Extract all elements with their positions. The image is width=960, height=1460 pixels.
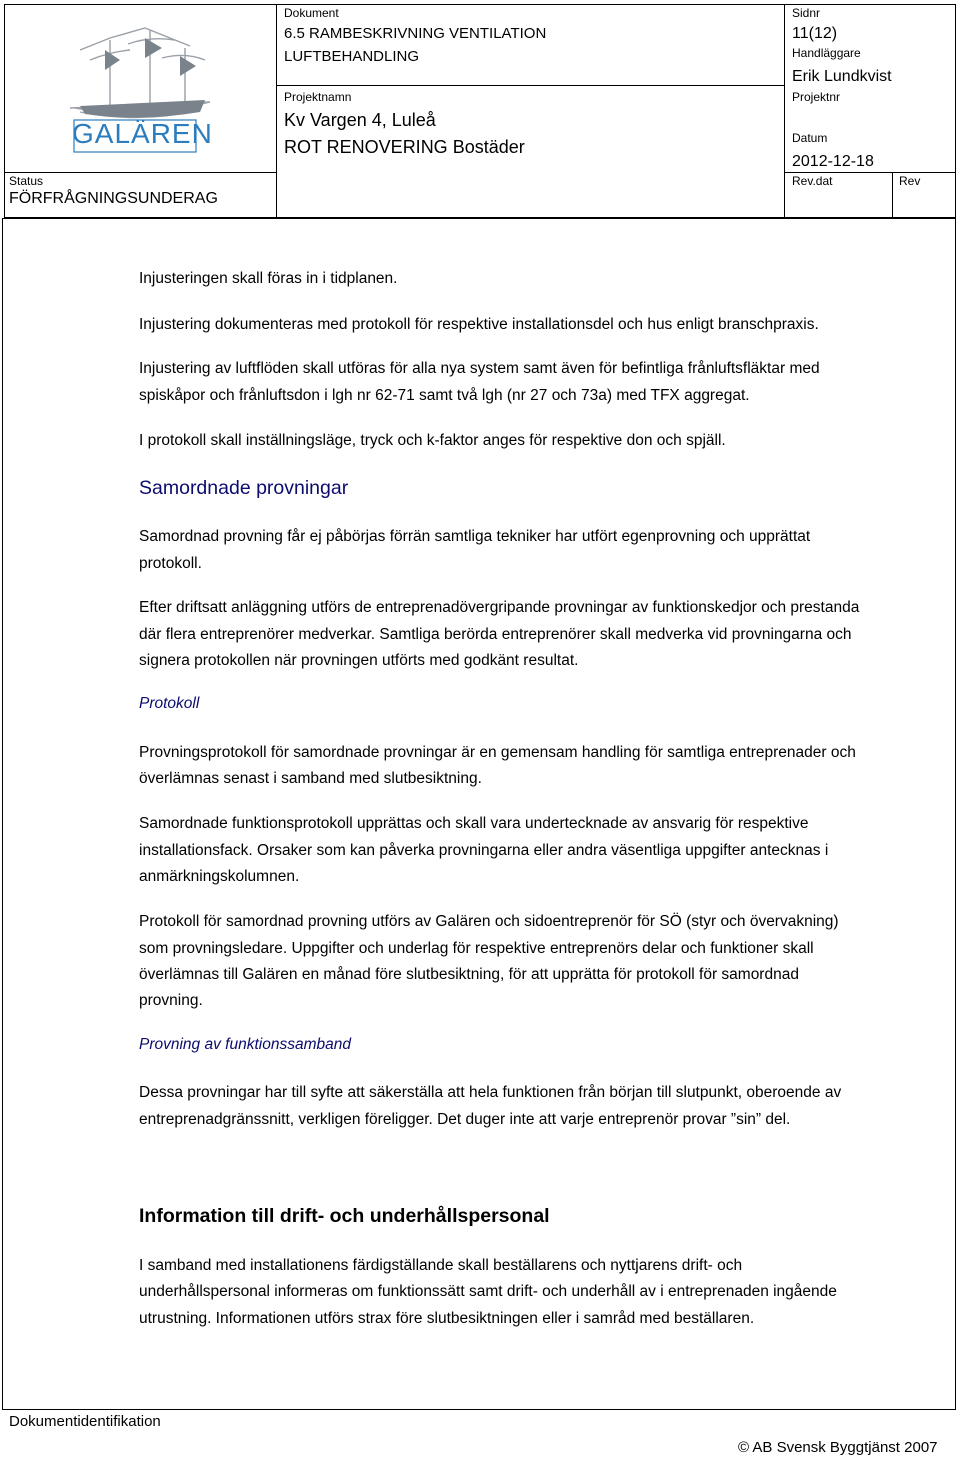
- paragraph-dessa-provningar-line-2: entreprenadgränssnitt, verkligen föreligger. Det duger inte att varje entreprenör provar ”sin” del.: [139, 1111, 791, 1128]
- dokument-value-line-2: LUFTBEHANDLING: [284, 48, 420, 65]
- paragraph-provningsprotokoll-line-1: Provningsprotokoll för samordnade provningar är en gemensam handling för samtliga entreprenader och: [139, 744, 856, 761]
- document-identification-label: Dokumentidentifikation: [9, 1413, 161, 1430]
- logo-text: GALÄREN: [72, 118, 213, 149]
- handlaggare-value: Erik Lundkvist: [792, 68, 892, 85]
- status-value: FÖRFRÅGNINGSUNDERAG: [9, 190, 218, 207]
- paragraph-funktionsprotokoll-line-2: installationsfack. Orsaker som kan påverka provningarna eller andra väsentliga uppgifter antecknas i: [139, 842, 829, 859]
- paragraph-injustering-tidplan: Injusteringen skall föras in i tidplanen.: [139, 270, 398, 287]
- document-header: [0, 0, 960, 218]
- dokument-value-line-1: 6.5 RAMBESKRIVNING VENTILATION: [284, 25, 547, 42]
- paragraph-information-line-1: I samband med installationens färdigställande skall beställarens och nyttjarens drift- och: [139, 1257, 743, 1274]
- handlaggare-label: Handläggare: [792, 46, 861, 60]
- datum-value: 2012-12-18: [792, 153, 874, 170]
- projektnr-label: Projektnr: [792, 90, 841, 104]
- paragraph-driftsatt-line-3: signera protokollen när provningen utförts med godkänt resultat.: [139, 652, 579, 669]
- paragraph-information-line-3: utrustning. Informationen utförs strax före slutbesiktningen eller i samråd med beställaren.: [139, 1310, 755, 1327]
- paragraph-protokoll-installningslage: I protokoll skall inställningsläge, tryck och k-faktor anges för respektive don och spjäll.: [139, 432, 726, 449]
- paragraph-samordnad-line-1: Samordnad provning får ej påbörjas förrän samtliga tekniker har utfört egenprovning och upprättat: [139, 528, 811, 545]
- datum-label: Datum: [792, 131, 828, 145]
- paragraph-samordnad-provning-line-1: Protokoll för samordnad provning utförs av Galären och sidoentreprenör för SÖ (styr och övervakning): [139, 913, 839, 930]
- rev-label: Rev: [899, 174, 921, 188]
- paragraph-luftfloden-line-1: Injustering av luftflöden skall utföras för alla nya system samt även för befintliga frånluftsfläktar med: [139, 360, 820, 377]
- paragraph-luftfloden-line-2: spiskåpor och frånluftsdon i lgh nr 62-71 samt två lgh (nr 27 och 73a) med TFX aggregat.: [139, 387, 750, 404]
- header-left-border: [4, 4, 5, 218]
- sidnr-label: Sidnr: [792, 6, 821, 20]
- paragraph-dessa-provningar-line-1: Dessa provningar har till syfte att säkerställa att hela funktionen från början till slutpunkt, oberoende av: [139, 1084, 842, 1101]
- paragraph-driftsatt-line-1: Efter driftsatt anläggning utförs de entreprenadövergripande provningar av funktionskedjor och prestanda: [139, 599, 860, 616]
- header-right-border: [955, 4, 956, 218]
- copyright-text: © AB Svensk Byggtjänst 2007: [738, 1439, 938, 1456]
- header-divider-2: [784, 4, 785, 218]
- paragraph-driftsatt-line-2: där flera entreprenörer medverkar. Samtliga berörda entreprenörer skall medverka vid provningarna och: [139, 626, 852, 643]
- header-rev-line: [784, 172, 956, 173]
- paragraph-provningsprotokoll-line-2: överlämnas senast i samband med slutbesiktning.: [139, 770, 482, 787]
- heading-samordnade-provningar: Samordnade provningar: [139, 477, 349, 499]
- sidnr-value: 11(12): [792, 25, 838, 42]
- heading-information-drift: Information till drift- och underhållspersonal: [139, 1205, 550, 1227]
- paragraph-samordnad-provning-line-4: provning.: [139, 992, 203, 1009]
- header-top-border: [4, 4, 956, 5]
- paragraph-samordnad-provning-line-3: överlämnas till Galären en månad före slutbesiktning, för att upprätta för protokoll för samordnad: [139, 966, 799, 983]
- dokument-label: Dokument: [284, 6, 339, 20]
- paragraph-information-line-2: underhållspersonal informeras om funktionssätt samt drift- och underhåll av i entreprenaden ingående: [139, 1283, 837, 1300]
- paragraph-funktionsprotokoll-line-3: anmärkningskolumnen.: [139, 868, 300, 885]
- header-divider-1: [276, 4, 277, 218]
- paragraph-funktionsprotokoll-line-1: Samordnade funktionsprotokoll upprättas och skall vara undertecknade av ansvarig för respektive: [139, 815, 809, 832]
- projektnamn-value-line-1: Kv Vargen 4, Luleå: [284, 110, 436, 130]
- subheading-protokoll: Protokoll: [139, 695, 200, 712]
- header-divider-3: [892, 172, 893, 218]
- header-status-line: [4, 172, 276, 173]
- paragraph-samordnad-line-2: protokoll.: [139, 555, 202, 572]
- revdat-label: Rev.dat: [792, 174, 833, 188]
- status-label: Status: [9, 174, 44, 188]
- projektnamn-label: Projektnamn: [284, 90, 352, 104]
- header-project-line: [276, 85, 784, 86]
- subheading-provning-funktionssamband: Provning av funktionssamband: [139, 1036, 351, 1053]
- projektnamn-value-line-2: ROT RENOVERING Bostäder: [284, 137, 525, 157]
- paragraph-injustering-dokumenteras: Injustering dokumenteras med protokoll för respektive installationsdel och hus enligt branschpraxis.: [139, 316, 819, 333]
- paragraph-samordnad-provning-line-2: som provningsledare. Uppgifter och underlag för respektive entreprenörs delar och funktioner skall: [139, 940, 814, 957]
